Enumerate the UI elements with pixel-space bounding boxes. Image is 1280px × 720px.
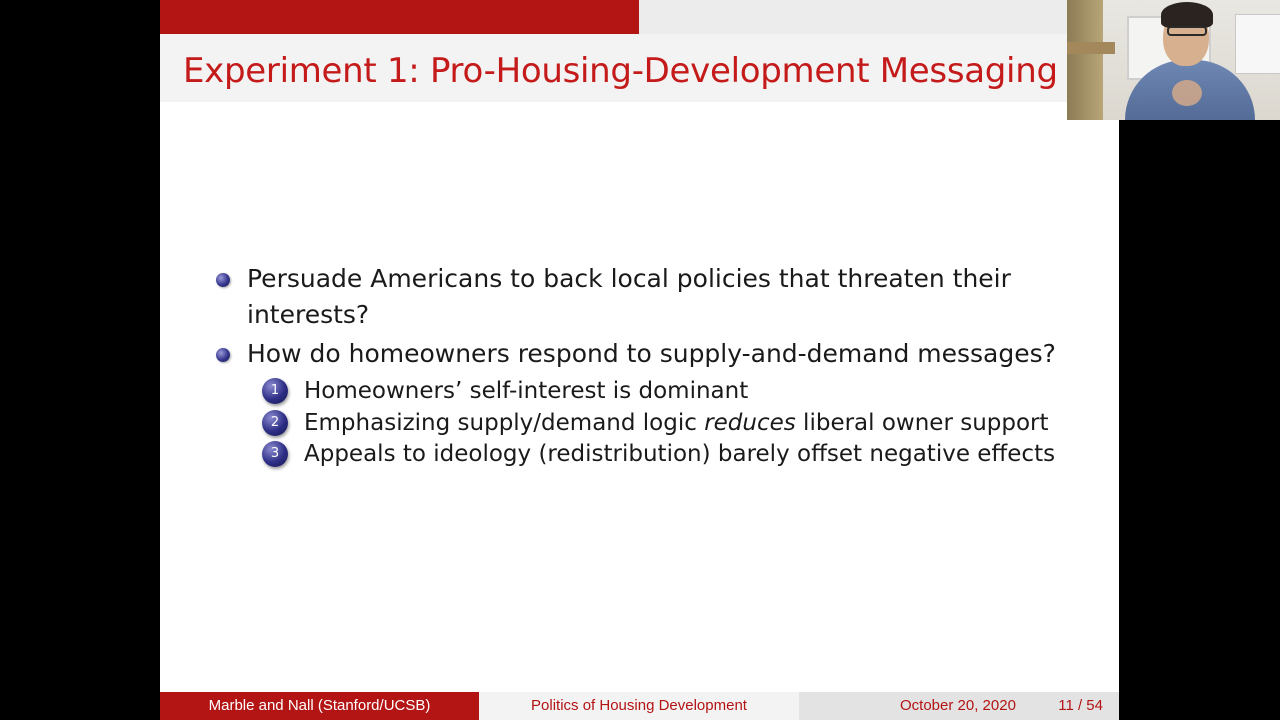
webcam-background: [1067, 0, 1103, 120]
numbered-item-text: Emphasizing supply/demand logic reduces liberal owner support: [304, 410, 1049, 436]
presenter-hair: [1161, 2, 1213, 28]
presenter-glasses: [1167, 26, 1207, 36]
footer-page-number: 11 / 54: [1058, 697, 1103, 714]
presenter-webcam-video: [1067, 0, 1280, 120]
ball-bullet-icon: [216, 273, 230, 287]
webcam-wall-note: [1235, 14, 1280, 74]
emphasized-word: reduces: [704, 410, 796, 436]
numbered-item-text: Appeals to ideology (redistribution) barely offset negative effects: [304, 441, 1056, 467]
webcam-shelf: [1067, 42, 1115, 54]
slide-title: Experiment 1: Pro-Housing-Development Messaging: [183, 51, 1058, 91]
numbered-ball-icon: 1: [262, 378, 288, 404]
slide-footer: [160, 692, 1119, 720]
bullet-text: Persuade Americans to back local policies that threaten their interests?: [247, 264, 1011, 329]
presenter-hand: [1172, 80, 1202, 106]
footer-info: [799, 692, 1119, 720]
ball-bullet-icon: [216, 348, 230, 362]
footer-talk-title: Politics of Housing Development: [479, 692, 799, 720]
numbered-ball-icon: 2: [262, 410, 288, 436]
numbered-ball-icon: 3: [262, 441, 288, 467]
numbered-item-text: Homeowners’ self-interest is dominant: [304, 378, 749, 404]
slide-content: [160, 0, 1119, 720]
footer-authors: Marble and Nall (Stanford/UCSB): [160, 692, 479, 720]
presentation-slide: [160, 0, 1119, 720]
bullet-text: How do homeowners respond to supply-and-demand messages?: [247, 339, 1056, 368]
footer-date: October 20, 2020: [900, 697, 1016, 714]
